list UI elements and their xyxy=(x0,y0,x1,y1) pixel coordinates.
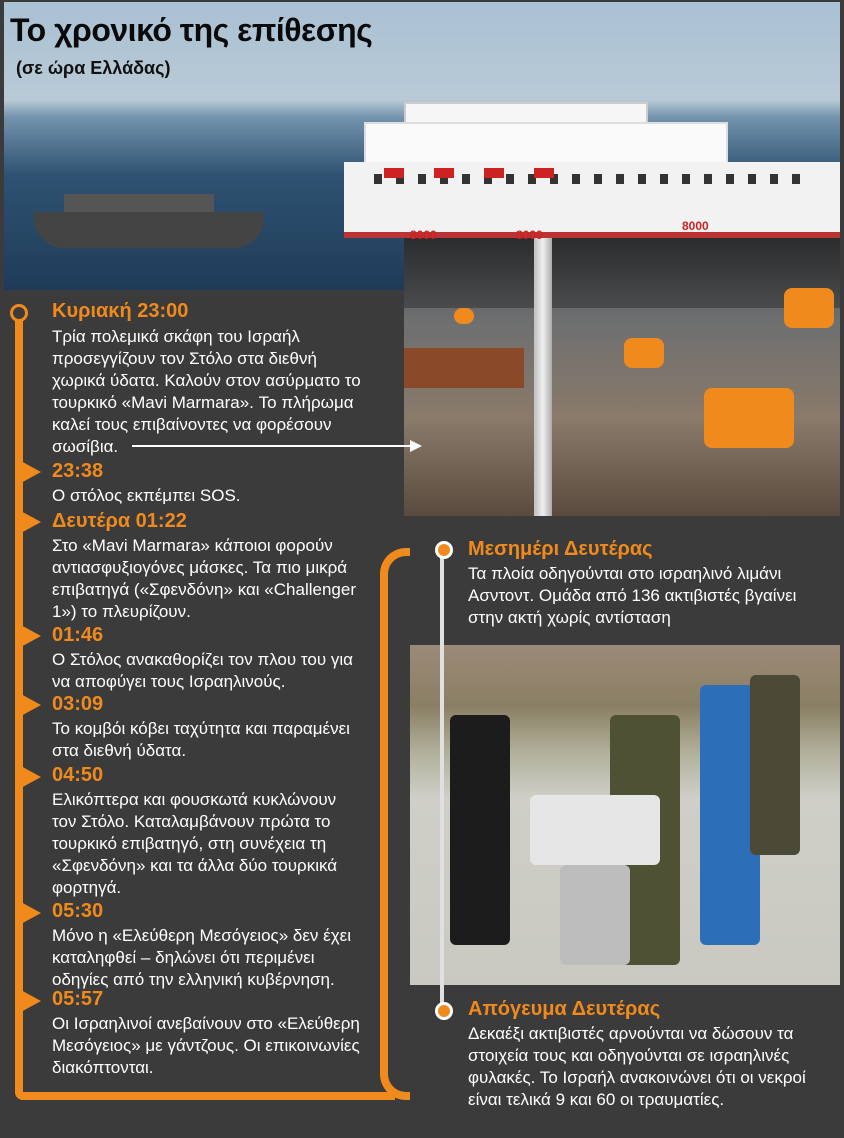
timeline-text: Τα πλοία οδηγούνται στο ισραηλινό λιμάνι Ασντοντ. Ομάδα από 136 ακτιβιστές βγαίνει στην ακτή χωρίς αντίσταση xyxy=(468,564,797,627)
timeline-time: 05:57 xyxy=(52,988,104,1010)
timeline-line-connector xyxy=(380,548,410,1100)
timeline-time: 23:38 xyxy=(52,460,104,482)
timeline-dot xyxy=(435,541,453,559)
timeline-time: Απόγευμα Δευτέρας xyxy=(468,998,661,1020)
timeline-marker xyxy=(19,765,41,789)
timeline-text: Στο «Mavi Marmara» κάποιοι φορούν αντιασφυξιογόνες μάσκες. Τα πιο μικρά επιβατηγά («Σφενδόνη» και «Challenger 1») το πλευρίζουν. xyxy=(52,536,356,621)
timeline-text: Ο στόλος εκπέμπει SOS. xyxy=(52,486,241,505)
timeline-text: Τρία πολεμικά σκάφη του Ισραήλ προσεγγίζουν τον Στόλο στα διεθνή χωρικά ύδατα. Καλούν στον ασύρματο το τουρκικό «Mavi Marmara». Το πλήρωμα καλεί τους επιβαίνοντες να φορέσουν σωσίβια. xyxy=(52,327,361,456)
timeline-line-bottom xyxy=(15,1092,395,1100)
timeline-dot xyxy=(435,1002,453,1020)
timeline-time: 04:50 xyxy=(52,764,104,786)
ship-deck-photo xyxy=(404,238,840,516)
ship-label: 8000 xyxy=(516,228,543,242)
timeline-marker xyxy=(19,510,41,534)
timeline-marker xyxy=(19,460,41,484)
page-subtitle: (σε ώρα Ελλάδας) xyxy=(16,58,171,78)
arrow-head-icon xyxy=(410,440,422,452)
timeline-text: Οι Ισραηλινοί ανεβαίνουν στο «Ελεύθερη Μεσόγειος» με γάντζους. Οι επικοινωνίες διακόπτονται. xyxy=(52,1014,360,1077)
timeline-text: Ελικόπτερα και φουσκωτά κυκλώνουν τον Στόλο. Καταλαμβάνουν πρώτα το τουρκικό επιβατηγό, στη συνέχεια τη «Σφενδόνη» και τα άλλα δύο τουρκικά φορτηγά. xyxy=(52,790,338,897)
timeline-text: Δεκαέξι ακτιβιστές αρνούνται να δώσουν τα στοιχεία τους και οδηγούνται σε ισραηλινές φυλακές. Το Ισραήλ ανακοινώνει ότι οι νεκροί είναι τελικά 9 και 60 οι τραυματίες. xyxy=(468,1024,806,1109)
passenger-ship xyxy=(344,102,840,242)
timeline-dot xyxy=(10,304,28,322)
stretcher-photo xyxy=(410,645,840,985)
timeline-marker xyxy=(19,624,41,648)
ship-label: 8000 xyxy=(410,228,437,242)
timeline-time: Κυριακή 23:00 xyxy=(52,300,189,322)
timeline-text: Το κομβόι κόβει ταχύτητα και παραμένει στα διεθνή ύδατα. xyxy=(52,719,350,760)
timeline-marker xyxy=(19,989,41,1013)
timeline-text: Ο Στόλος ανακαθορίζει τον πλου του για να αποφύγει τους Ισραηλινούς. xyxy=(52,650,353,691)
timeline-time: 05:30 xyxy=(52,900,104,922)
timeline-time: Μεσημέρι Δευτέρας xyxy=(468,538,653,560)
timeline-time: Δευτέρα 01:22 xyxy=(52,510,187,532)
timeline-time: 01:46 xyxy=(52,624,104,646)
timeline-text: Μόνο η «Ελεύθερη Μεσόγειος» δεν έχει καταληφθεί – δηλώνει ότι περιμένει οδηγίες από την ελληνική κυβέρνηση. xyxy=(52,926,352,989)
ship-label: 8000 xyxy=(682,219,709,233)
inflatable-boat xyxy=(34,212,264,248)
page-title: Το χρονικό της επίθεσης xyxy=(10,12,373,48)
timeline-line-right xyxy=(440,548,444,1010)
timeline-marker xyxy=(19,693,41,717)
timeline-marker xyxy=(19,901,41,925)
timeline-time: 03:09 xyxy=(52,693,104,715)
